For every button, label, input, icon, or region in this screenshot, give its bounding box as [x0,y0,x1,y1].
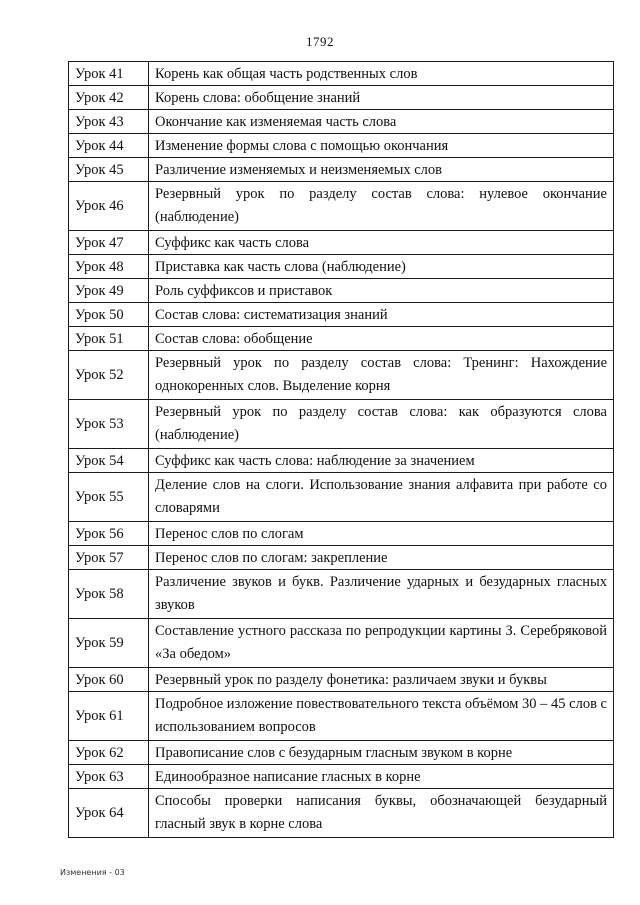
lesson-number: Урок 41 [69,62,149,86]
table-row [69,303,614,327]
lesson-number: Урок 62 [69,741,149,765]
lesson-number: Урок 48 [69,255,149,279]
lesson-number: Урок 50 [69,303,149,327]
table-row [69,134,614,158]
table-row [69,327,614,351]
lesson-number: Урок 52 [69,351,149,400]
lesson-number: Урок 59 [69,619,149,668]
table-row [69,279,614,303]
table-row [69,231,614,255]
lesson-topic: Изменение формы слова с помощью окончания [149,134,614,158]
table-row [69,473,614,522]
lesson-number: Урок 60 [69,668,149,692]
table-row [69,449,614,473]
table-row [69,351,614,400]
lesson-number: Урок 51 [69,327,149,351]
lesson-number: Урок 49 [69,279,149,303]
lesson-number: Урок 61 [69,692,149,741]
lesson-number: Урок 64 [69,789,149,838]
lesson-number: Урок 63 [69,765,149,789]
table-row [69,619,614,668]
table-row [69,62,614,86]
lesson-topic: Суффикс как часть слова [149,231,614,255]
lesson-number: Урок 47 [69,231,149,255]
revision-footer: Изменения - 03 [60,868,125,877]
lesson-topic: Резервный урок по разделу состав слова: как образуются слова (наблюдение) [149,400,614,449]
lesson-topic: Резервный урок по разделу состав слова: Тренинг: Нахождение однокоренных слов. Выделение корня [149,351,614,400]
lesson-number: Урок 43 [69,110,149,134]
lesson-topic: Единообразное написание гласных в корне [149,765,614,789]
table-row [69,522,614,546]
lesson-topic: Окончание как изменяемая часть слова [149,110,614,134]
table-row [69,741,614,765]
lesson-topic: Правописание слов с безударным гласным звуком в корне [149,741,614,765]
page-number: 1792 [306,34,334,49]
table-row [69,765,614,789]
lesson-number: Урок 57 [69,546,149,570]
lesson-topic: Роль суффиксов и приставок [149,279,614,303]
lesson-topic: Перенос слов по слогам: закрепление [149,546,614,570]
lessons-table [68,61,614,838]
lesson-topic: Корень слова: обобщение знаний [149,86,614,110]
lesson-number: Урок 46 [69,182,149,231]
table-row [69,86,614,110]
table-row [69,668,614,692]
lesson-number: Урок 45 [69,158,149,182]
table-row [69,546,614,570]
lesson-topic: Различение звуков и букв. Различение ударных и безударных гласных звуков [149,570,614,619]
lesson-topic: Резервный урок по разделу состав слова: нулевое окончание (наблюдение) [149,182,614,231]
table-row [69,692,614,741]
lesson-topic: Приставка как часть слова (наблюдение) [149,255,614,279]
table-row [69,255,614,279]
lesson-topic: Состав слова: обобщение [149,327,614,351]
table-row [69,789,614,838]
lesson-number: Урок 42 [69,86,149,110]
lesson-topic: Составление устного рассказа по репродукции картины З. Серебряковой «За обедом» [149,619,614,668]
lesson-number: Урок 55 [69,473,149,522]
lesson-topic: Состав слова: систематизация знаний [149,303,614,327]
lesson-number: Урок 58 [69,570,149,619]
table-row [69,182,614,231]
lesson-topic: Корень как общая часть родственных слов [149,62,614,86]
lesson-topic: Деление слов на слоги. Использование знания алфавита при работе со словарями [149,473,614,522]
table-row [69,110,614,134]
lesson-topic: Подробное изложение повествовательного текста объёмом 30 – 45 слов с использованием вопросов [149,692,614,741]
lesson-topic: Перенос слов по слогам [149,522,614,546]
lesson-number: Урок 54 [69,449,149,473]
lesson-topic: Различение изменяемых и неизменяемых слов [149,158,614,182]
lesson-number: Урок 53 [69,400,149,449]
lesson-topic: Суффикс как часть слова: наблюдение за значением [149,449,614,473]
lesson-topic: Резервный урок по разделу фонетика: различаем звуки и буквы [149,668,614,692]
lesson-number: Урок 44 [69,134,149,158]
lesson-topic: Способы проверки написания буквы, обозначающей безударный гласный звук в корне слова [149,789,614,838]
table-row [69,158,614,182]
table-row [69,570,614,619]
table-row [69,400,614,449]
lesson-number: Урок 56 [69,522,149,546]
